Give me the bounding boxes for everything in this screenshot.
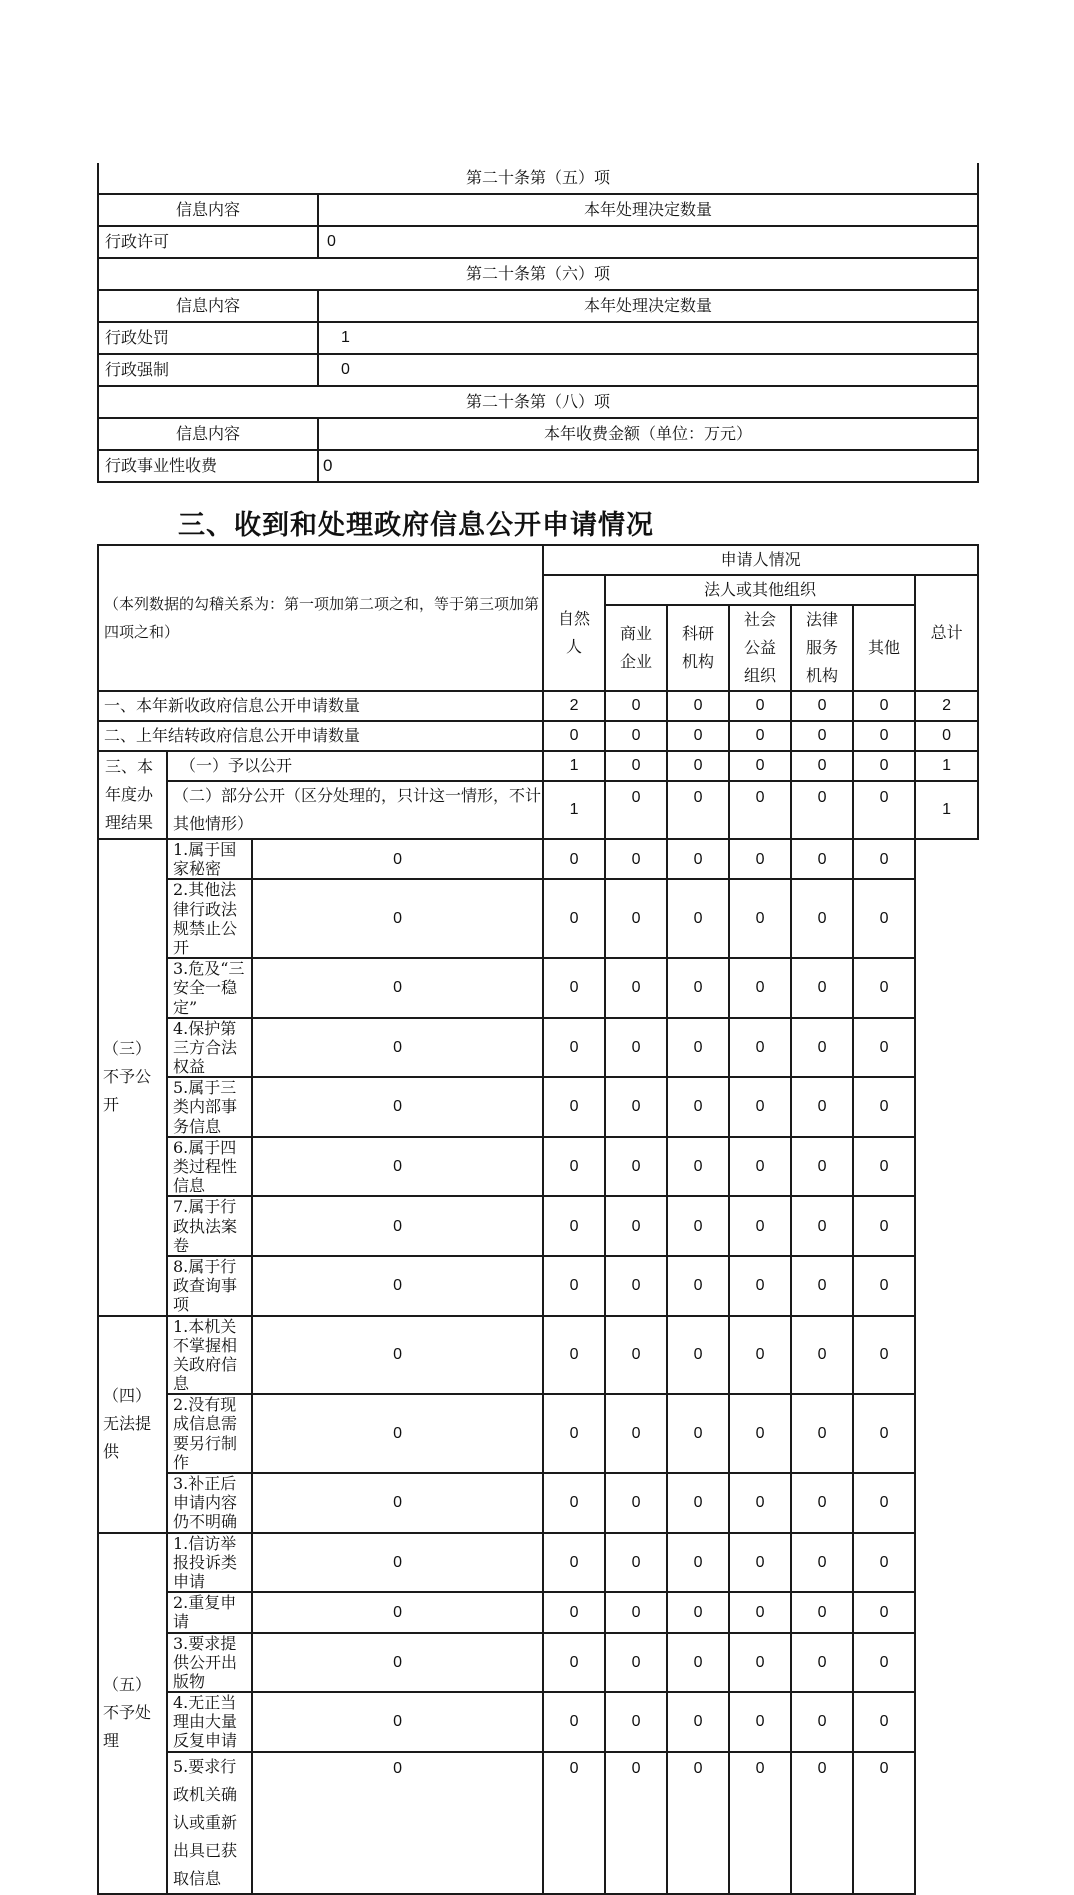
- cell-value: 0: [667, 1316, 729, 1395]
- cell-value: 0: [729, 1592, 791, 1632]
- row-label: 行政处罚: [98, 322, 318, 354]
- cell-value: 0: [853, 1394, 915, 1473]
- cell-value: 0: [543, 1533, 605, 1593]
- cell-value: 0: [791, 1196, 853, 1256]
- total-header: 总计: [915, 575, 978, 691]
- cell-value: 0: [729, 1077, 791, 1137]
- row-label: 7.属于行政执法案卷: [167, 1196, 252, 1256]
- cell-value: 0: [252, 1137, 543, 1197]
- cell-value: 0: [915, 721, 978, 751]
- cell-value: 0: [729, 958, 791, 1018]
- cell-value: 1: [543, 781, 605, 839]
- table-row: [98, 1692, 978, 1752]
- cell-value: 0: [667, 1394, 729, 1473]
- section-title: 第二十条第（五）项: [98, 163, 978, 194]
- cell-value: 0: [791, 1018, 853, 1078]
- cell-value: 0: [605, 1196, 667, 1256]
- cell-value: 1: [543, 751, 605, 781]
- cell-value: 0: [729, 1394, 791, 1473]
- table-row: [98, 879, 978, 958]
- table-row: [98, 1137, 978, 1197]
- cell-value: 0: [853, 1473, 915, 1533]
- cell-value: 0: [667, 1592, 729, 1632]
- cell-value: 0: [791, 721, 853, 751]
- cell-value: 0: [853, 958, 915, 1018]
- row-label: 2.其他法律行政法规禁止公开: [167, 879, 252, 958]
- row-label: 一、本年新收政府信息公开申请数量: [98, 691, 543, 721]
- cell-value: 0: [252, 1633, 543, 1693]
- cell-value: 0: [791, 691, 853, 721]
- cell-value: 0: [667, 1473, 729, 1533]
- row-value: 0: [318, 354, 978, 386]
- requests-table: [97, 544, 979, 1895]
- org-type-header: 法律服务机构: [791, 605, 853, 691]
- cell-value: 0: [853, 1077, 915, 1137]
- cell-value: 0: [605, 1018, 667, 1078]
- table-row: [98, 1077, 978, 1137]
- row-label: 6.属于四类过程性信息: [167, 1137, 252, 1197]
- cell-value: 0: [791, 1592, 853, 1632]
- org-type-header: 科研机构: [667, 605, 729, 691]
- cell-value: 0: [729, 751, 791, 781]
- cell-value: 0: [543, 879, 605, 958]
- cell-value: 0: [853, 691, 915, 721]
- cell-value: 0: [853, 1137, 915, 1197]
- column-header: 信息内容: [98, 290, 318, 322]
- cell-value: 0: [605, 1692, 667, 1752]
- cell-value: 0: [791, 1692, 853, 1752]
- cell-value: 0: [791, 1137, 853, 1197]
- row-value: 0: [318, 226, 978, 258]
- cell-value: 0: [667, 1077, 729, 1137]
- org-type-header: 其他: [853, 605, 915, 691]
- cell-value: 0: [791, 1077, 853, 1137]
- cell-value: 0: [252, 1256, 543, 1316]
- cell-value: 0: [853, 1752, 915, 1894]
- cell-value: 0: [667, 751, 729, 781]
- cell-value: 0: [729, 1018, 791, 1078]
- column-header: 本年处理决定数量: [318, 290, 978, 322]
- cell-value: 0: [252, 1077, 543, 1137]
- cell-value: 0: [791, 958, 853, 1018]
- row-label: 3.危及“三安全一稳定”: [167, 958, 252, 1018]
- cell-value: 0: [853, 1196, 915, 1256]
- cell-value: 0: [543, 1077, 605, 1137]
- cell-value: 0: [252, 1473, 543, 1533]
- group-not-process: [98, 1533, 978, 1894]
- table-row: [98, 958, 978, 1018]
- table-row: [98, 1394, 978, 1473]
- cell-value: 0: [791, 879, 853, 958]
- natural-person-header: 自然人: [543, 575, 605, 691]
- cell-value: 0: [853, 1633, 915, 1693]
- cell-value: 0: [667, 691, 729, 721]
- row-label: 4.无正当理由大量反复申请: [167, 1692, 252, 1752]
- cell-value: 0: [791, 1533, 853, 1593]
- cell-value: 0: [729, 1137, 791, 1197]
- column-header: 信息内容: [98, 418, 318, 450]
- cell-value: 0: [667, 1256, 729, 1316]
- cell-value: 0: [791, 1473, 853, 1533]
- cell-value: 0: [252, 1692, 543, 1752]
- cell-value: 0: [791, 1633, 853, 1693]
- cell-value: 0: [729, 1316, 791, 1395]
- cell-value: 0: [543, 839, 605, 879]
- row-label: 行政许可: [98, 226, 318, 258]
- org-type-header: 社会公益组织: [729, 605, 791, 691]
- cell-value: 0: [605, 839, 667, 879]
- cell-value: 0: [605, 751, 667, 781]
- cell-value: 0: [252, 1592, 543, 1632]
- row-label: 2.没有现成信息需要另行制作: [167, 1394, 252, 1473]
- cell-value: 0: [605, 1077, 667, 1137]
- row-label: 1.信访举报投诉类申请: [167, 1533, 252, 1593]
- cell-value: 0: [791, 839, 853, 879]
- cell-value: 0: [853, 1256, 915, 1316]
- cell-value: 0: [252, 1533, 543, 1593]
- cell-value: 0: [543, 1633, 605, 1693]
- row-label: 5.属于三类内部事务信息: [167, 1077, 252, 1137]
- column-header: 本年收费金额（单位：万元）: [318, 418, 978, 450]
- cell-value: 0: [853, 879, 915, 958]
- cell-value: 0: [853, 1018, 915, 1078]
- cell-value: 0: [252, 1196, 543, 1256]
- row-label: （一）予以公开: [167, 751, 543, 781]
- cell-value: 0: [729, 1473, 791, 1533]
- cell-value: 0: [605, 1316, 667, 1395]
- row-label: 1.属于国家秘密: [167, 839, 252, 879]
- cell-value: 0: [729, 1692, 791, 1752]
- cell-value: 0: [605, 691, 667, 721]
- cell-value: 0: [729, 1752, 791, 1894]
- cell-value: 0: [543, 1592, 605, 1632]
- cell-value: 0: [252, 879, 543, 958]
- row-label: 4.保护第三方合法权益: [167, 1018, 252, 1078]
- cell-value: 0: [853, 1316, 915, 1395]
- cell-value: 0: [667, 1692, 729, 1752]
- cell-value: 0: [543, 1196, 605, 1256]
- table-row: [98, 1473, 978, 1533]
- cell-value: 0: [729, 1533, 791, 1593]
- cell-value: 0: [605, 1473, 667, 1533]
- cell-value: 0: [667, 839, 729, 879]
- cell-value: 1: [915, 781, 978, 839]
- table-row: [98, 1592, 978, 1632]
- cell-value: 0: [667, 879, 729, 958]
- section-title: 第二十条第（八）项: [98, 386, 978, 418]
- cell-value: 0: [729, 781, 791, 839]
- group-label: （三）不予公开: [98, 839, 167, 1316]
- cell-value: 0: [667, 721, 729, 751]
- cell-value: 0: [605, 1633, 667, 1693]
- cell-value: 0: [543, 1473, 605, 1533]
- cell-value: 0: [729, 1196, 791, 1256]
- cell-value: 0: [543, 721, 605, 751]
- reconciliation-note: （本列数据的勾稽关系为：第一项加第二项之和，等于第三项加第四项之和）: [98, 545, 543, 691]
- row-label: 3.要求提供公开出版物: [167, 1633, 252, 1693]
- cell-value: 0: [543, 1394, 605, 1473]
- group-unable: [98, 1316, 978, 1533]
- cell-value: 0: [543, 1018, 605, 1078]
- cell-value: 0: [252, 1752, 543, 1894]
- cell-value: 0: [605, 1592, 667, 1632]
- group-label: （四）无法提供: [98, 1316, 167, 1533]
- applicant-header: 申请人情况: [543, 545, 978, 575]
- cell-value: 0: [729, 1633, 791, 1693]
- row-label: 二、上年结转政府信息公开申请数量: [98, 721, 543, 751]
- cell-value: 0: [543, 1137, 605, 1197]
- cell-value: 0: [791, 1752, 853, 1894]
- row-label: 行政事业性收费: [98, 450, 318, 482]
- cell-value: 0: [605, 958, 667, 1018]
- cell-value: 0: [853, 721, 915, 751]
- row-label: 1.本机关不掌握相关政府信息: [167, 1316, 252, 1395]
- table-row: [98, 1196, 978, 1256]
- row-label: （二）部分公开（区分处理的，只计这一情形，不计其他情形）: [167, 781, 543, 839]
- table-row: [98, 1316, 978, 1395]
- cell-value: 0: [605, 1394, 667, 1473]
- group-label: （五）不予处理: [98, 1533, 167, 1894]
- cell-value: 0: [605, 1256, 667, 1316]
- section-title: 第二十条第（六）项: [98, 258, 978, 290]
- cell-value: 0: [853, 1692, 915, 1752]
- cell-value: 0: [252, 1018, 543, 1078]
- cell-value: 0: [252, 1394, 543, 1473]
- column-header: 本年处理决定数量: [318, 194, 978, 226]
- cell-value: 0: [853, 1592, 915, 1632]
- row-value: 0: [318, 450, 978, 482]
- cell-value: 0: [605, 879, 667, 958]
- administrative-actions-table: [97, 163, 979, 483]
- cell-value: 0: [729, 879, 791, 958]
- section-heading: 三、收到和处理政府信息公开申请情况: [178, 510, 654, 541]
- cell-value: 0: [605, 1752, 667, 1894]
- row-label: 8.属于行政查询事项: [167, 1256, 252, 1316]
- cell-value: 2: [543, 691, 605, 721]
- table-row: [98, 1256, 978, 1316]
- cell-value: 0: [605, 781, 667, 839]
- cell-value: 0: [252, 958, 543, 1018]
- row-value: 1: [318, 322, 978, 354]
- cell-value: 0: [729, 721, 791, 751]
- row-label: 3.补正后申请内容仍不明确: [167, 1473, 252, 1533]
- cell-value: 0: [667, 1533, 729, 1593]
- cell-value: 0: [543, 1692, 605, 1752]
- cell-value: 0: [252, 839, 543, 879]
- group-not-open: [98, 839, 978, 1316]
- cell-value: 0: [729, 839, 791, 879]
- org-type-header: 商业企业: [605, 605, 667, 691]
- cell-value: 0: [791, 1256, 853, 1316]
- cell-value: 0: [667, 958, 729, 1018]
- cell-value: 0: [791, 781, 853, 839]
- cell-value: 0: [252, 1316, 543, 1395]
- cell-value: 0: [605, 721, 667, 751]
- cell-value: 0: [667, 1196, 729, 1256]
- cell-value: 0: [791, 1394, 853, 1473]
- cell-value: 0: [853, 1533, 915, 1593]
- table-row: [98, 1533, 978, 1593]
- cell-value: 0: [667, 1752, 729, 1894]
- legal-org-header: 法人或其他组织: [605, 575, 915, 605]
- cell-value: 0: [543, 958, 605, 1018]
- cell-value: 0: [729, 1256, 791, 1316]
- cell-value: 0: [605, 1533, 667, 1593]
- cell-value: 0: [853, 751, 915, 781]
- table-row: [98, 1752, 978, 1894]
- cell-value: 0: [667, 1633, 729, 1693]
- row-label: 2.重复申请: [167, 1592, 252, 1632]
- cell-value: 0: [667, 1018, 729, 1078]
- cell-value: 2: [915, 691, 978, 721]
- table-row: [98, 1633, 978, 1693]
- cell-value: 0: [791, 751, 853, 781]
- cell-value: 0: [853, 781, 915, 839]
- row-label: 5.要求行政机关确认或重新出具已获取信息: [167, 1752, 252, 1894]
- results-label: 三、本年度办理结果: [98, 751, 167, 839]
- cell-value: 0: [543, 1752, 605, 1894]
- table-row: [98, 839, 978, 879]
- table-row: [98, 1018, 978, 1078]
- cell-value: 0: [667, 1137, 729, 1197]
- cell-value: 0: [729, 691, 791, 721]
- cell-value: 1: [915, 751, 978, 781]
- cell-value: 0: [667, 781, 729, 839]
- cell-value: 0: [605, 1137, 667, 1197]
- column-header: 信息内容: [98, 194, 318, 226]
- cell-value: 0: [791, 1316, 853, 1395]
- cell-value: 0: [543, 1316, 605, 1395]
- row-label: 行政强制: [98, 354, 318, 386]
- cell-value: 0: [853, 839, 915, 879]
- cell-value: 0: [543, 1256, 605, 1316]
